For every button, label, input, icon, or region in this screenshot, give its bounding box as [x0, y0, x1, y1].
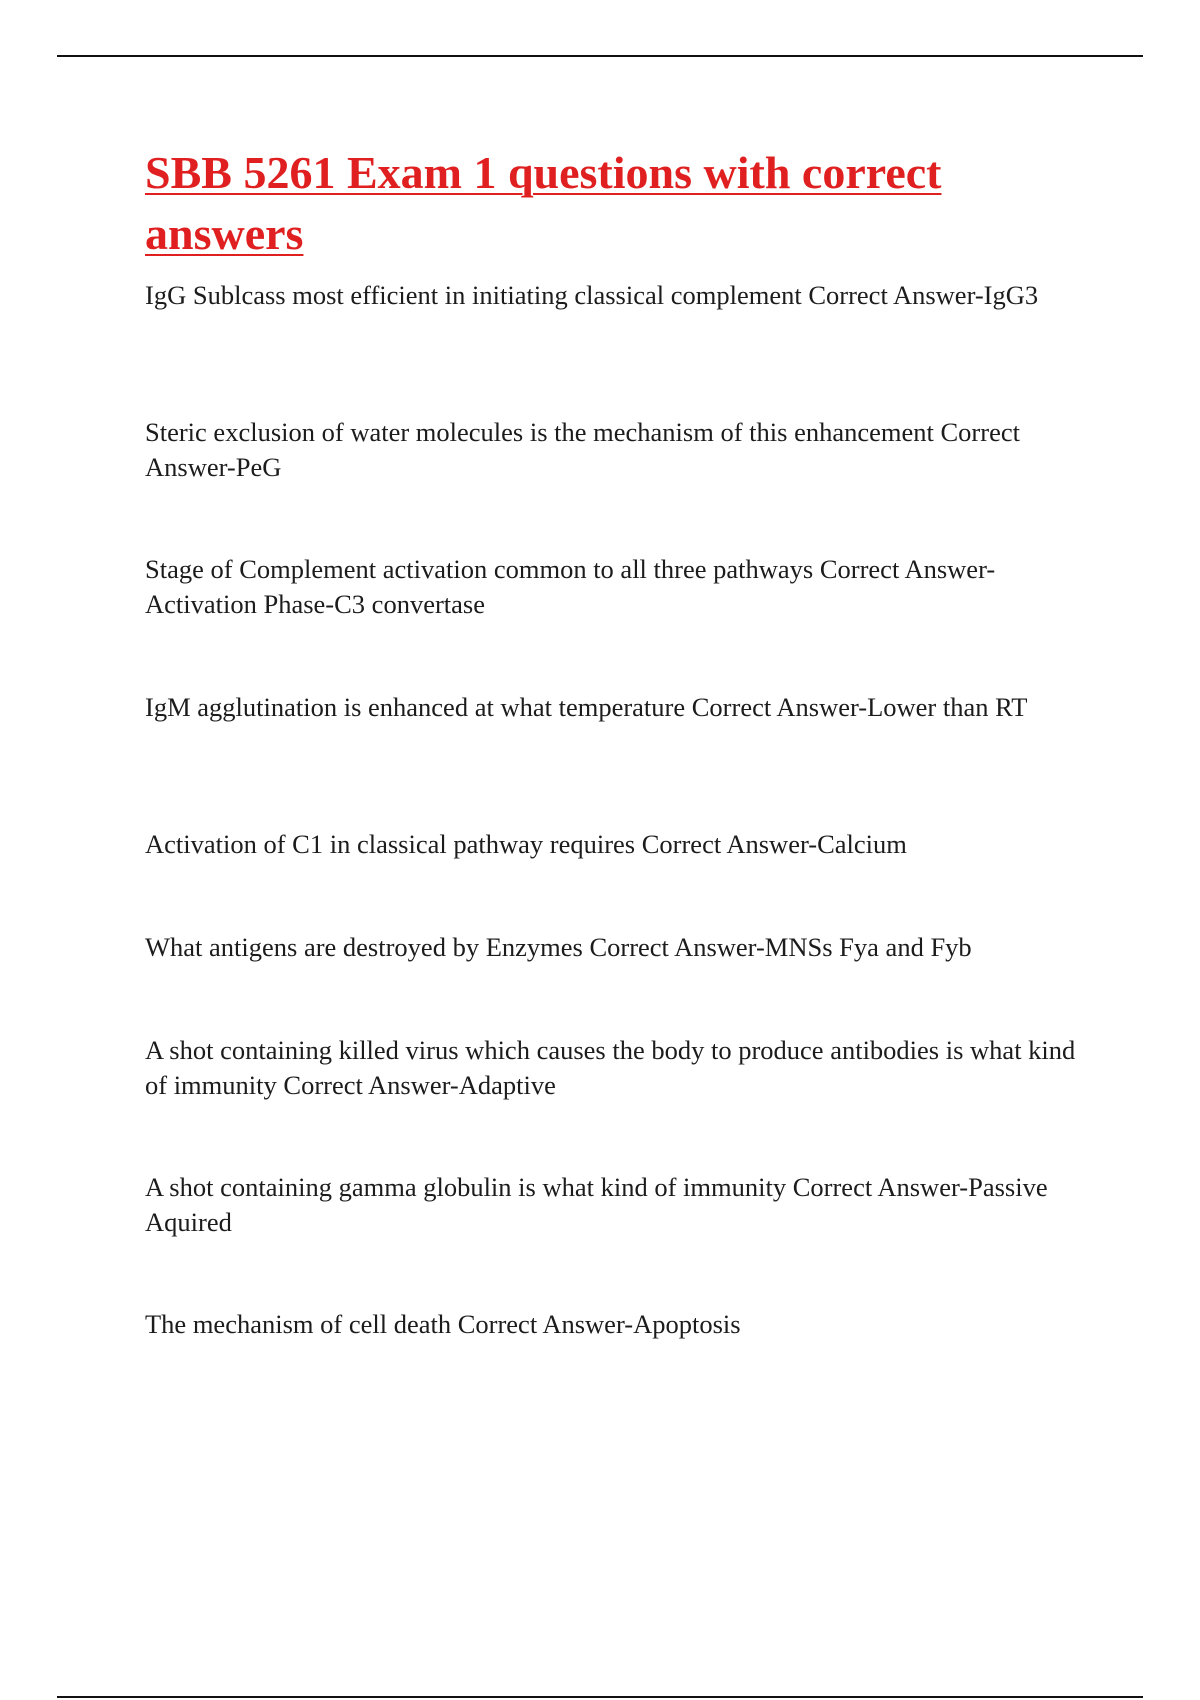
document-title: SBB 5261 Exam 1 questions with correct answers — [145, 147, 942, 259]
qa-item-3: Stage of Complement activation common to all three pathways Correct Answer-Activation Phase-C3 convertase — [145, 554, 996, 619]
qa-item-9: The mechanism of cell death Correct Answer-Apoptosis — [145, 1309, 741, 1339]
qa-item-6: What antigens are destroyed by Enzymes Correct Answer-MNSs Fya and Fyb — [145, 932, 972, 962]
qa-item-4: IgM agglutination is enhanced at what temperature Correct Answer-Lower than RT — [145, 692, 1028, 722]
qa-item-8: A shot containing gamma globulin is what kind of immunity Correct Answer-Passive Aquired — [145, 1172, 1048, 1237]
qa-item-2: Steric exclusion of water molecules is the mechanism of this enhancement Correct Answer-PeG — [145, 417, 1020, 482]
header-rule — [57, 55, 1143, 57]
qa-item-1: IgG Sublcass most efficient in initiating classical complement Correct Answer-IgG3 — [145, 280, 1039, 310]
qa-item-5: Activation of C1 in classical pathway requires Correct Answer-Calcium — [145, 829, 907, 859]
qa-item-7: A shot containing killed virus which causes the body to produce antibodies is what kind of immunity Correct Answer-Adaptive — [145, 1035, 1076, 1100]
footer-rule — [57, 1696, 1143, 1698]
